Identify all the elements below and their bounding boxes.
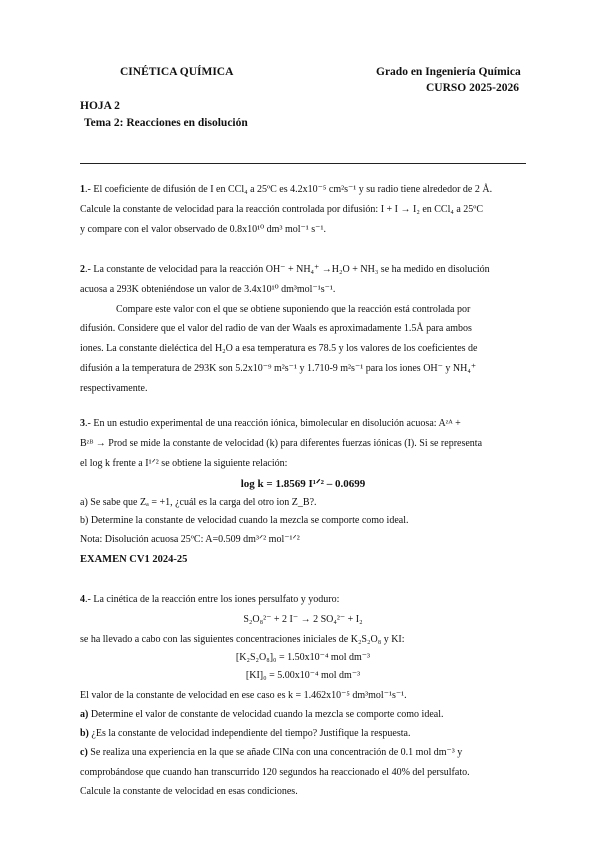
problem-1-number: 1	[80, 184, 85, 195]
problem-2-line-7: respectivamente.	[80, 383, 148, 394]
problem-2-line-5: iones. La constante dieléctica del H₂O a esa temperatura es 78.5 y los valores de los coeficientes de	[80, 343, 478, 354]
problem-3-equation: log k = 1.8569 I¹ᐟ² – 0.0699	[240, 478, 366, 490]
problem-2-number: 2	[80, 264, 85, 275]
problem-4-line-1: 4.- La cinética de la reacción entre los iones persulfato y yoduro:	[80, 594, 340, 605]
problem-3-line-3: el log k frente a I¹ᐟ² se obtiene la siguiente relación:	[80, 458, 288, 469]
problem-3-part-b: b) Determine la constante de velocidad cuando la mezcla se comporte como ideal.	[80, 515, 409, 526]
problem-4-part-b: b) ¿Es la constante de velocidad independiente del tiempo? Justifique la respuesta.	[80, 728, 411, 739]
topic-title: Tema 2: Reacciones en disolución	[84, 117, 248, 129]
problem-1-line-1: 1.- El coeficiente de difusión de I en CCl₄ a 25ºC es 4.2x10⁻⁵ cm²s⁻¹ y su radio tiene alrededor de 2 Å.	[80, 184, 493, 195]
course-title: CINÉTICA QUÍMICA	[120, 66, 234, 78]
problem-1-line-2: Calcule la constante de velocidad para la reacción controlada por difusión: I + I → I₂ en CCl₄ a 25ºC	[80, 204, 484, 215]
problem-3-number: 3	[80, 418, 85, 429]
problem-4-reaction: S₂O₈²⁻ + 2 I⁻ → 2 SO₄²⁻ + I₂	[243, 614, 363, 625]
problem-4-line-2: se ha llevado a cabo con las siguientes concentraciones iniciales de K₂S₂O₈ y KI:	[80, 634, 405, 645]
problem-4-number: 4	[80, 594, 85, 605]
sheet-label: HOJA 2	[80, 100, 120, 112]
problem-3-line-2: Bᶻᴮ → Prod se mide la constante de velocidad (k) para diferentes fuerzas iónicas (I). Si se representa	[80, 438, 483, 449]
exam-label: EXAMEN CV1 2024-25	[80, 554, 188, 565]
problem-2-line-4: difusión. Considere que el valor del radio de van der Waals es aproximadamente 1.5Å para ambos	[80, 323, 472, 334]
problem-3-line-1: 3.- En un estudio experimental de una reacción iónica, bimolecular en disolución acuosa: Aᶻᴬ +	[80, 418, 461, 429]
problem-4-line-3: El valor de la constante de velocidad en ese caso es k = 1.462x10⁻⁵ dm³mol⁻¹s⁻¹.	[80, 690, 407, 701]
problem-4-part-a: a) Determine el valor de constante de velocidad cuando la mezcla se comporte como ideal.	[80, 709, 444, 720]
course-year: CURSO 2025-2026	[426, 82, 519, 94]
problem-3-part-a: a) Se sabe que Zₐ = +1, ¿cuál es la carga del otro ion Z_B?.	[80, 497, 317, 508]
problem-4-part-c-line-1: c) Se realiza una experiencia en la que se añade ClNa con una concentración de 0.1 mol dm⁻³ y	[80, 747, 463, 758]
problem-4-part-c-line-2: comprobándose que cuando han transcurrido 120 segundos ha reaccionado el 40% del persulfato.	[80, 767, 470, 778]
problem-4-conc-ki: [KI]₀ = 5.00x10⁻⁴ mol dm⁻³	[245, 670, 361, 681]
problem-3-note: Nota: Disolución acuosa 25ºC: A=0.509 dm³ᐟ² mol⁻¹ᐟ²	[80, 534, 300, 545]
problem-1-line-3: y compare con el valor observado de 0.8x10¹⁰ dm³ mol⁻¹ s⁻¹.	[80, 224, 326, 235]
problem-4-part-c-line-3: Calcule la constante de velocidad en esas condiciones.	[80, 786, 298, 797]
problem-2-line-2: acuosa a 293K obteniéndose un valor de 3.4x10¹⁰ dm³mol⁻¹s⁻¹.	[80, 284, 336, 295]
degree-title: Grado en Ingeniería Química	[376, 66, 521, 78]
problem-4-conc-persulfate: [K₂S₂O₈]₀ = 1.50x10⁻⁴ mol dm⁻³	[235, 652, 371, 663]
problem-2-line-6: difusión a la temperatura de 293K son 5.2x10⁻⁹ m²s⁻¹ y 1.710-9 m²s⁻¹ para los iones OH⁻ y NH₄⁺	[80, 363, 477, 374]
divider-line	[80, 163, 526, 164]
problem-2-line-1: 2.- La constante de velocidad para la reacción OH⁻ + NH₄⁺ →H₂O + NH₃ se ha medido en disolución	[80, 264, 490, 275]
problem-2-line-3: Compare este valor con el que se obtiene suponiendo que la reacción está controlada por	[116, 304, 471, 315]
